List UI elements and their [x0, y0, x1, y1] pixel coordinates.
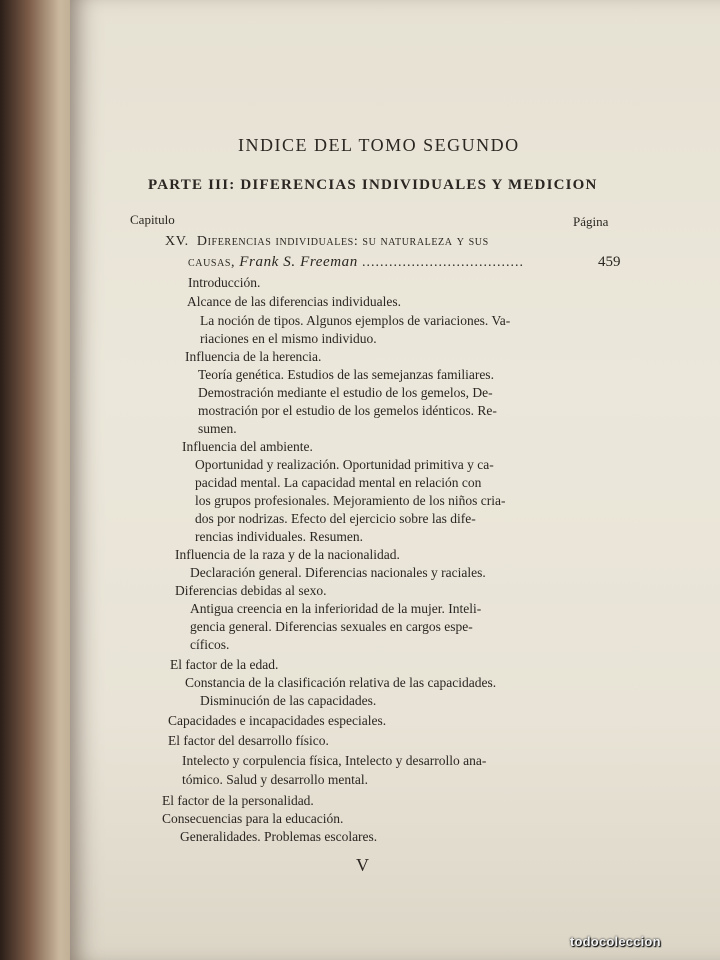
toc-line: Intelecto y corpulencia física, Intelecto y desarrollo ana-: [182, 753, 487, 768]
toc-line: Introducción.: [188, 275, 261, 290]
toc-line: Oportunidad y realización. Oportunidad primitiva y ca-: [195, 457, 494, 472]
toc-line: gencia general. Diferencias sexuales en cargos espe-: [190, 619, 473, 634]
toc-line: Declaración general. Diferencias nacionales y raciales.: [190, 565, 486, 580]
toc-line: Teoría genética. Estudios de las semejanzas familiares.: [198, 367, 494, 382]
toc-line: Antigua creencia en la inferioridad de la mujer. Inteli-: [190, 601, 482, 616]
leader-dots: ....................................: [362, 255, 524, 270]
toc-line: cíficos.: [190, 637, 230, 652]
toc-line: Constancia de la clasificación relativa de las capacidades.: [185, 675, 497, 690]
toc-line: pacidad mental. La capacidad mental en relación con: [195, 475, 482, 490]
chapter-column-label: Capitulo: [130, 212, 175, 227]
part-heading: PARTE III: DIFERENCIAS INDIVIDUALES Y MEDICION: [148, 177, 598, 193]
page-column-label: Página: [573, 214, 609, 229]
chapter-author: Frank S. Freeman: [239, 254, 358, 270]
toc-line: riaciones en el mismo individuo.: [200, 331, 377, 346]
chapter-heading-line2: [188, 254, 524, 271]
toc-line: Influencia del ambiente.: [182, 439, 313, 454]
toc-line: El factor de la edad.: [170, 657, 279, 672]
book-page: [70, 0, 720, 960]
toc-line: Influencia de la herencia.: [185, 349, 322, 364]
facing-page-edge: [0, 0, 80, 960]
chapter-page-number: 459: [598, 254, 621, 270]
toc-line: El factor de la personalidad.: [162, 793, 314, 808]
toc-line: Generalidades. Problemas escolares.: [180, 829, 378, 844]
toc-line: Disminución de las capacidades.: [200, 693, 377, 708]
toc-line: tómico. Salud y desarrollo mental.: [182, 772, 368, 787]
toc-line: los grupos profesionales. Mejoramiento de los niños cria-: [195, 493, 506, 508]
toc-line: Diferencias debidas al sexo.: [175, 583, 327, 598]
chapter-title-line1: Diferencias individuales: su naturaleza y sus: [196, 234, 489, 249]
chapter-title-line2: causas,: [188, 255, 236, 270]
chapter-heading-line1: [165, 234, 489, 250]
chapter-numeral: XV.: [165, 234, 189, 249]
toc-line: dos por nodrizas. Efecto del ejercicio sobre las dife-: [195, 511, 476, 526]
index-title: INDICE DEL TOMO SEGUNDO: [238, 135, 520, 155]
watermark: todocoleccion: [570, 934, 661, 949]
toc-line: El factor del desarrollo físico.: [168, 733, 329, 748]
page-folio: V: [356, 855, 369, 875]
toc-line: La noción de tipos. Algunos ejemplos de variaciones. Va-: [200, 313, 511, 328]
toc-line: Consecuencias para la educación.: [162, 811, 344, 826]
toc-line: Alcance de las diferencias individuales.: [187, 294, 402, 309]
toc-line: Capacidades e incapacidades especiales.: [168, 713, 387, 728]
toc-line: Demostración mediante el estudio de los gemelos, De-: [198, 385, 493, 400]
toc-line: rencias individuales. Resumen.: [195, 529, 363, 544]
toc-line: Influencia de la raza y de la nacionalidad.: [175, 547, 400, 562]
toc-line: sumen.: [198, 421, 237, 436]
toc-line: mostración por el estudio de los gemelos idénticos. Re-: [198, 403, 497, 418]
